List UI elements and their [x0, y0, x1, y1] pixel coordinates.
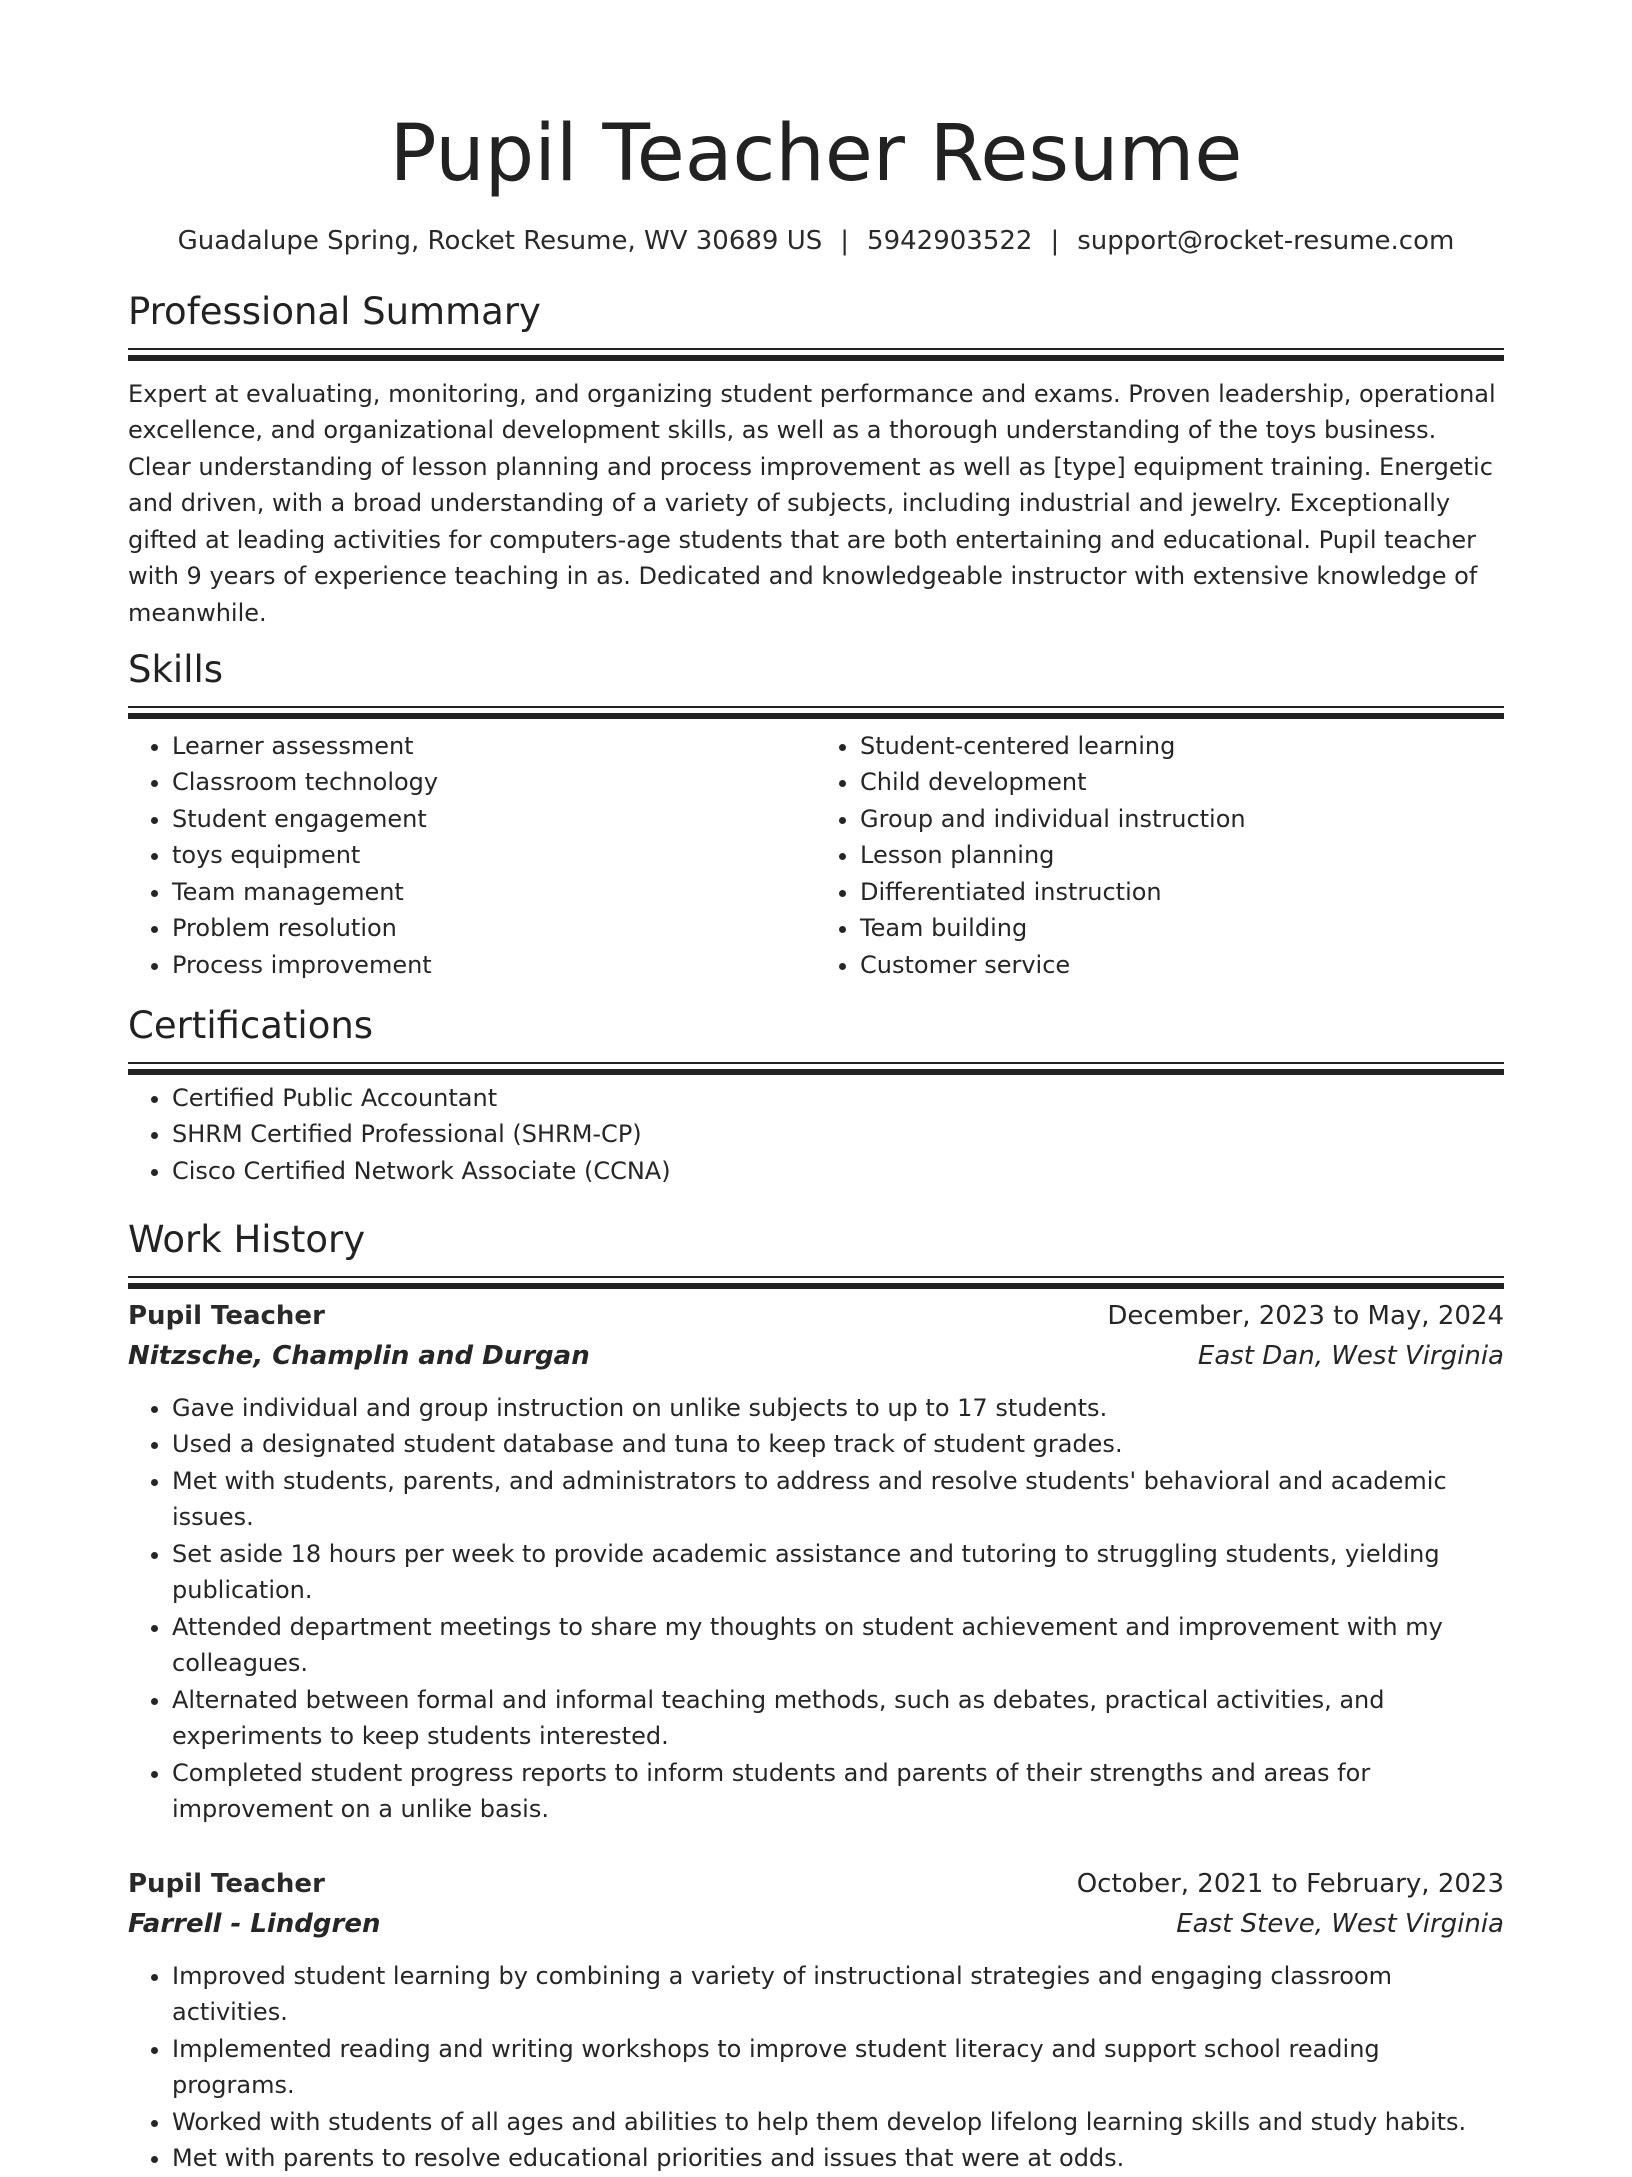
contact-address: Guadalupe Spring, Rocket Resume, WV 30689 US: [177, 225, 823, 256]
contact-email: support@rocket-resume.com: [1077, 225, 1455, 256]
job-duty: • Attended department meetings to share my thoughts on student achievement and improvement with my colleagues.: [172, 1609, 1504, 1682]
job-duties-list: [128, 1958, 1504, 2177]
job-duty: • Completed student progress reports to inform students and parents of their strengths and areas for improvement on a unlike basis.: [172, 1755, 1504, 1828]
skill-item: • Customer service: [860, 947, 1504, 984]
skill-item: • Student-centered learning: [860, 728, 1504, 765]
skills-list-right: [816, 728, 1504, 984]
skills-grid: [128, 724, 1504, 984]
work-history-section: [128, 1219, 1504, 2177]
job-location: East Steve, West Virginia: [1176, 1908, 1504, 1939]
skill-item: • Team management: [172, 874, 816, 911]
job-company-row: [128, 1336, 1504, 1376]
job-duty: • Improved student learning by combining a variety of instructional strategies and engaging classroom activities.: [172, 1958, 1504, 2031]
job-company: Nitzsche, Champlin and Durgan: [128, 1340, 590, 1371]
skill-item: • Child development: [860, 764, 1504, 801]
summary-text: Expert at evaluating, monitoring, and organizing student performance and exams. Proven leadership, operational excellence, and organizational development skills, as well as a thorough understanding of the toys business. Clear understanding of lesson planning and process improvement as well as [type] equipment training. Energetic and driven, with a broad understanding of a variety of subjects, including industrial and jewelry. Exceptionally gifted at leading activities for computers-age students that are both entertaining and educational. Pupil teacher with 9 years of experience teaching in as. Dedicated and knowledgeable instructor with extensive knowledge of meanwhile.: [128, 379, 1496, 627]
section-divider: [128, 348, 1504, 350]
job-title: Pupil Teacher: [128, 1868, 325, 1899]
skill-item: • Problem resolution: [172, 910, 816, 947]
skill-item: • Learner assessment: [172, 728, 816, 765]
skills-heading: Skills: [128, 648, 224, 692]
job-title: Pupil Teacher: [128, 1300, 325, 1331]
job-dates: December, 2023 to May, 2024: [1107, 1300, 1504, 1331]
job-duty: • Gave individual and group instruction on unlike subjects to up to 17 students.: [172, 1390, 1504, 1427]
skill-item: • Lesson planning: [860, 837, 1504, 874]
section-divider: [128, 1276, 1504, 1278]
job-company-row: [128, 1904, 1504, 1944]
job-duty: • Met with parents to resolve educational priorities and issues that were at odds.: [172, 2140, 1504, 2177]
job-entry: [128, 1296, 1504, 1828]
job-location: East Dan, West Virginia: [1197, 1340, 1504, 1371]
contact-separator: |: [1050, 225, 1060, 256]
contact-phone: 5942903522: [867, 225, 1033, 256]
contact-separator: |: [840, 225, 850, 256]
certifications-heading: Certifications: [128, 1004, 374, 1048]
skills-list-left: [128, 728, 816, 984]
job-duties-list: [128, 1390, 1504, 1828]
skills-section: [128, 649, 1504, 983]
work-history-heading: Work History: [128, 1218, 366, 1262]
job-header-row: [128, 1864, 1504, 1904]
job-duty: • Worked with students of all ages and abilities to help them develop lifelong learning skills and study habits.: [172, 2104, 1504, 2141]
job-entry: [128, 1864, 1504, 2177]
skill-item: • Group and individual instruction: [860, 801, 1504, 838]
skill-item: • Differentiated instruction: [860, 874, 1504, 911]
summary-section: [128, 291, 1504, 631]
job-duty: • Met with students, parents, and administrators to address and resolve students' behavioral and academic issues.: [172, 1463, 1504, 1536]
job-duty: • Used a designated student database and tuna to keep track of student grades.: [172, 1426, 1504, 1463]
contact-line: [128, 226, 1504, 257]
skill-item: • toys equipment: [172, 837, 816, 874]
job-dates: October, 2021 to February, 2023: [1076, 1868, 1504, 1899]
skill-item: • Process improvement: [172, 947, 816, 984]
job-duty: • Set aside 18 hours per week to provide academic assistance and tutoring to struggling students, yielding publication.: [172, 1536, 1504, 1609]
resume-title: Pupil Teacher Resume: [389, 109, 1243, 199]
job-duty: • Alternated between formal and informal teaching methods, such as debates, practical activities, and experiments to keep students interested.: [172, 1682, 1504, 1755]
job-header-row: [128, 1296, 1504, 1336]
skill-item: • Student engagement: [172, 801, 816, 838]
certification-item: • SHRM Certified Professional (SHRM-CP): [172, 1116, 1504, 1153]
certification-item: • Cisco Certified Network Associate (CCNA): [172, 1153, 1504, 1190]
certifications-list: [128, 1080, 1504, 1190]
certifications-section: [128, 1005, 1504, 1189]
job-company: Farrell - Lindgren: [128, 1908, 381, 1939]
summary-heading: Professional Summary: [128, 289, 541, 333]
section-divider: [128, 706, 1504, 708]
job-duty: • Implemented reading and writing workshops to improve student literacy and support school reading programs.: [172, 2031, 1504, 2104]
skill-item: • Team building: [860, 910, 1504, 947]
certification-item: • Certified Public Accountant: [172, 1080, 1504, 1117]
section-divider: [128, 1062, 1504, 1064]
skill-item: • Classroom technology: [172, 764, 816, 801]
